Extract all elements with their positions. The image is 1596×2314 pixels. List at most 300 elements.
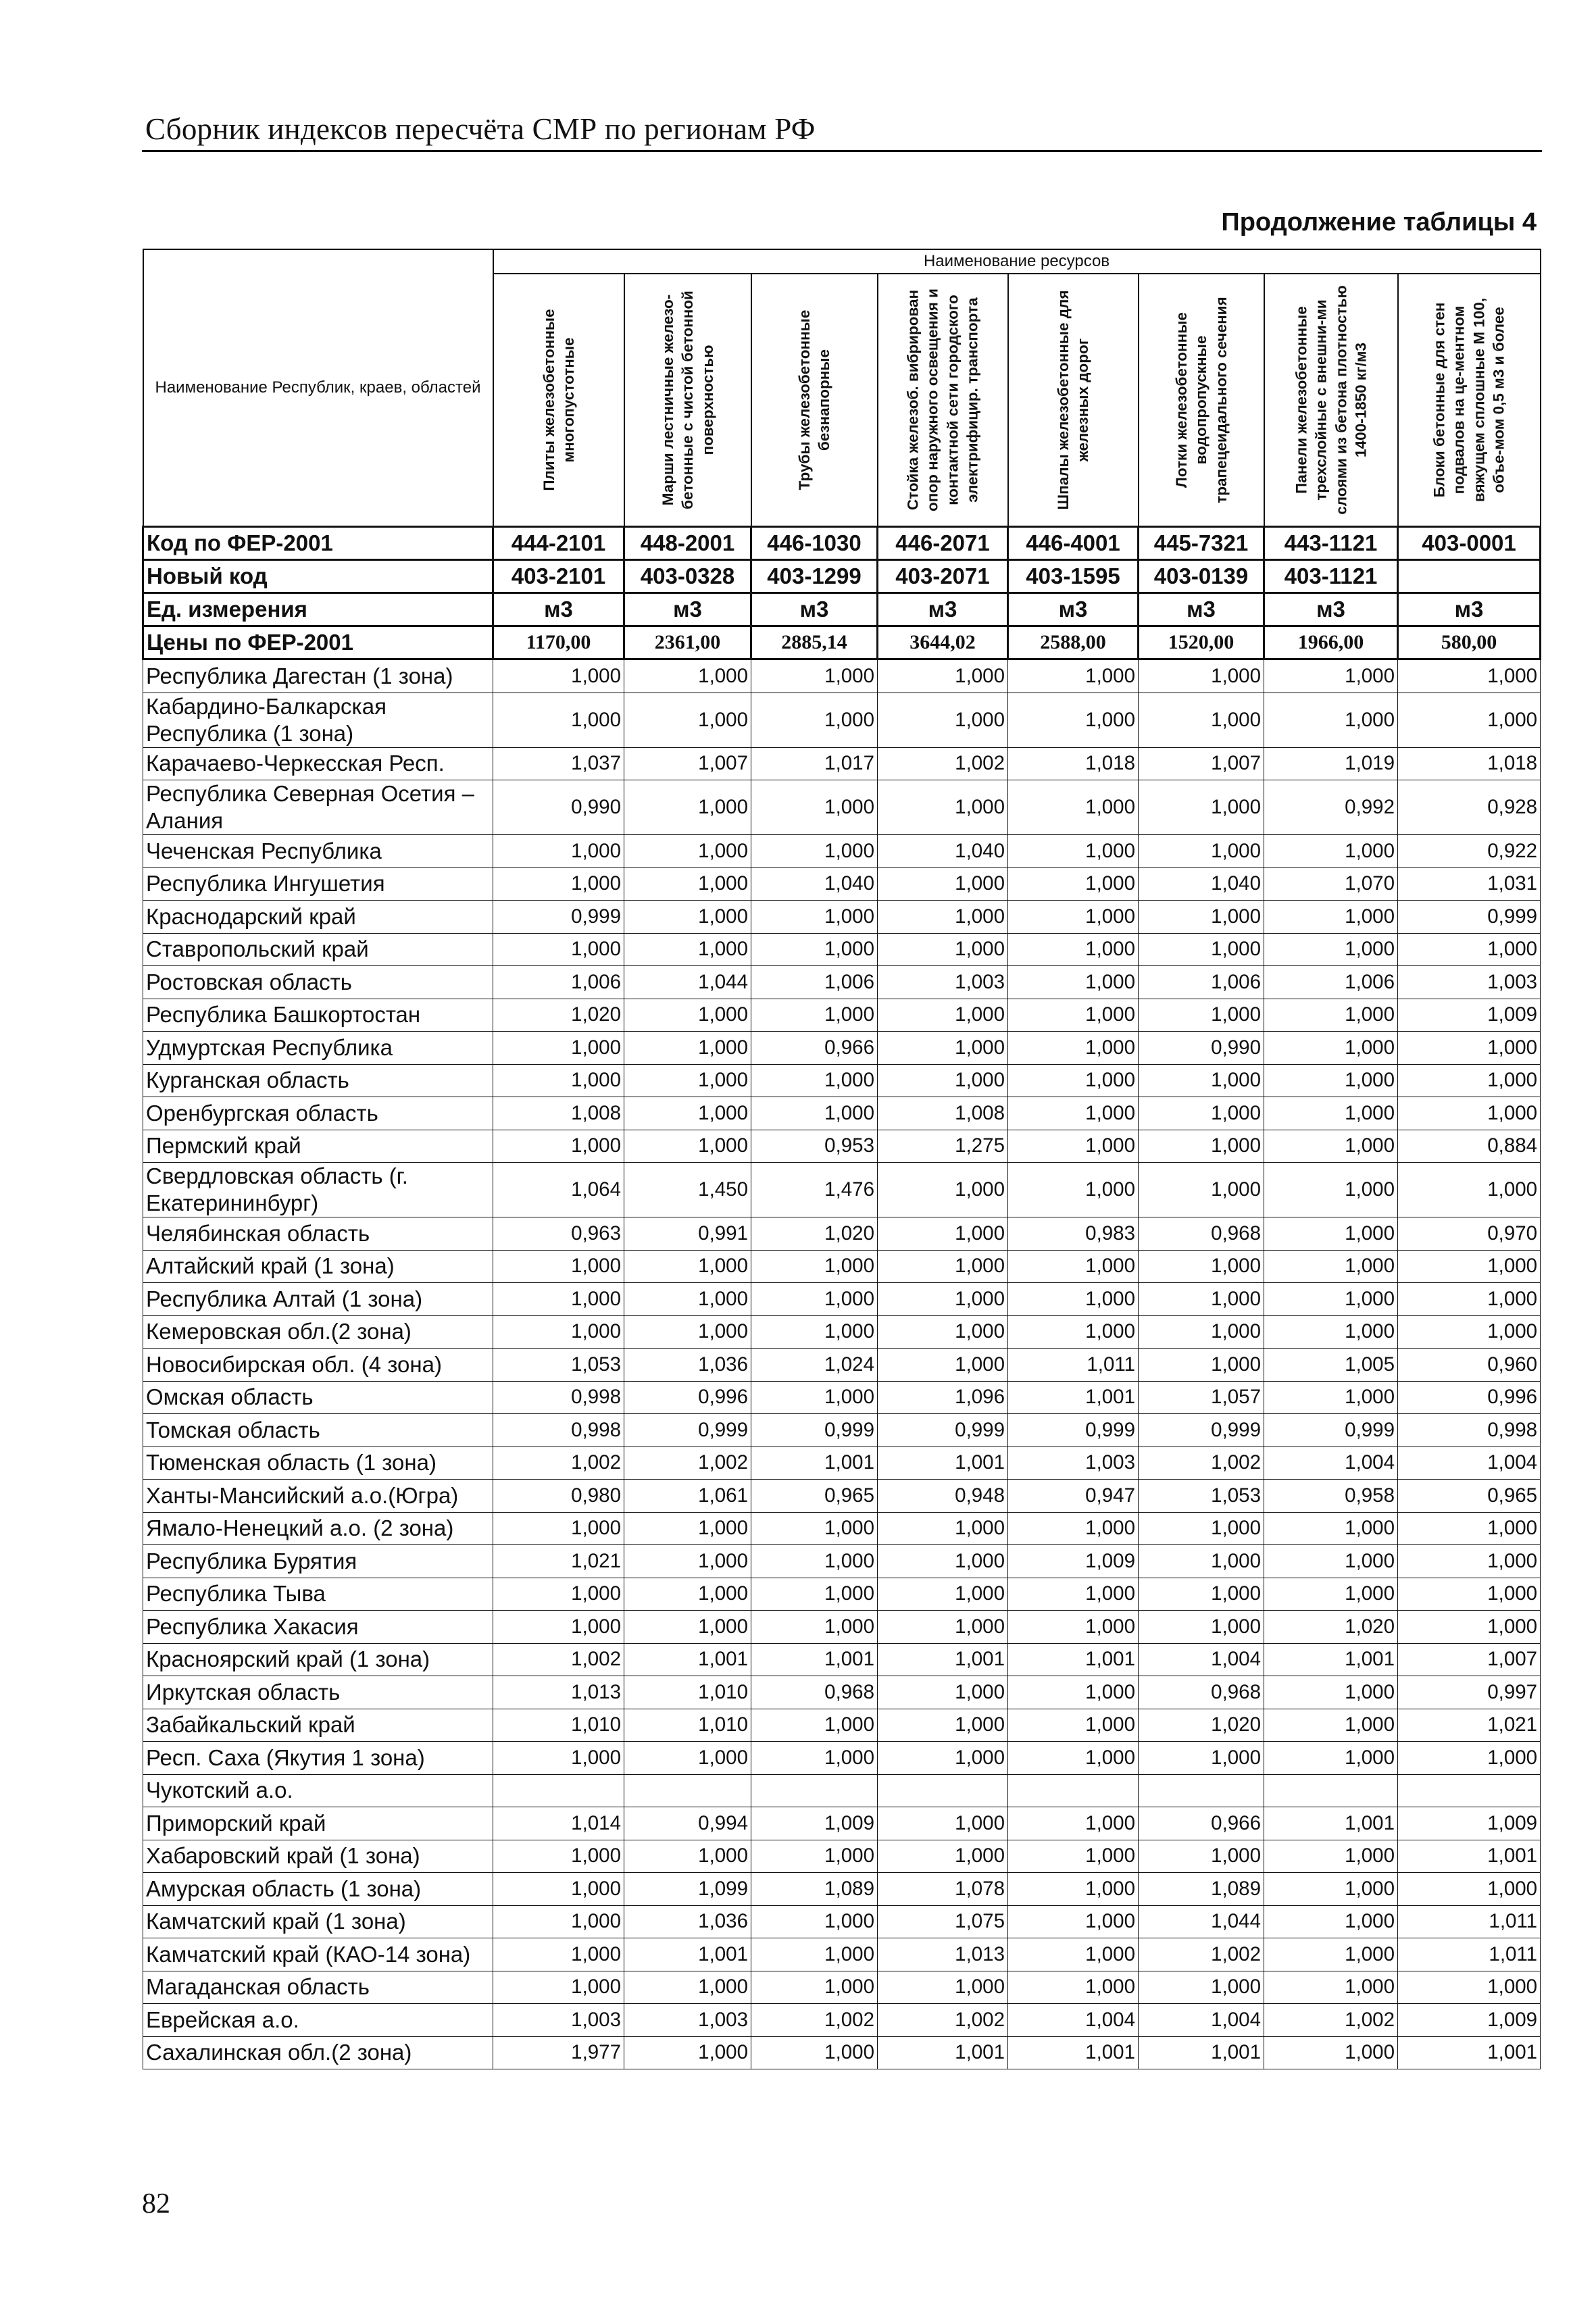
- index-value-cell: 1,000: [493, 1611, 624, 1644]
- index-value-cell: 1,000: [624, 1032, 751, 1065]
- index-value-cell: 1,004: [1264, 1447, 1398, 1480]
- index-value-cell: 1,977: [493, 2036, 624, 2069]
- index-value-cell: 1,000: [1398, 1873, 1541, 1906]
- index-value-cell: 1,000: [624, 1545, 751, 1578]
- unit-cell: м3: [493, 593, 624, 626]
- index-value-cell: 1,000: [1139, 999, 1264, 1032]
- index-value-cell: 0,996: [624, 1381, 751, 1414]
- index-value-cell: 1,000: [1008, 1873, 1139, 1906]
- index-value-cell: 0,922: [1398, 835, 1541, 868]
- table-row: [143, 835, 1541, 868]
- index-value-cell: 1,000: [878, 999, 1008, 1032]
- code-fer-label: Код по ФЕР-2001: [143, 527, 493, 560]
- index-value-cell: 0,997: [1398, 1676, 1541, 1709]
- index-value-cell: 1,000: [1264, 1938, 1398, 1971]
- index-value-cell: 1,000: [751, 1283, 878, 1316]
- code-fer-cell: 446-1030: [751, 527, 878, 560]
- table-body: [143, 527, 1541, 2069]
- index-value-cell: 1,011: [1008, 1349, 1139, 1382]
- region-name-cell: Камчатский край (КАО-14 зона): [143, 1938, 493, 1971]
- region-name-cell: Красноярский край (1 зона): [143, 1643, 493, 1676]
- index-value-cell: 1,000: [878, 867, 1008, 901]
- index-value-cell: 1,000: [624, 835, 751, 868]
- index-value-cell: 1,004: [1008, 2004, 1139, 2037]
- region-name-cell: Иркутская область: [143, 1676, 493, 1709]
- table-row: [143, 1545, 1541, 1578]
- price-cell: 1966,00: [1264, 626, 1398, 659]
- table-row: [143, 1217, 1541, 1251]
- index-value-cell: 1,000: [1008, 1064, 1139, 1097]
- index-value-cell: 1,007: [1398, 1643, 1541, 1676]
- index-value-cell: 1,000: [1139, 1130, 1264, 1163]
- index-value-cell: 1,000: [1008, 1578, 1139, 1611]
- table-row: [143, 1774, 1541, 1807]
- table-continuation-label: Продолжение таблицы 4: [1221, 208, 1537, 236]
- index-value-cell: 1,000: [878, 1032, 1008, 1065]
- index-value-cell: 1,000: [1264, 1709, 1398, 1742]
- resource-column-label: Плиты железобетонные многопустотные: [540, 309, 577, 491]
- index-value-cell: 1,004: [1398, 1447, 1541, 1480]
- index-value-cell: 1,021: [493, 1545, 624, 1578]
- index-value-cell: 1,000: [1008, 1938, 1139, 1971]
- price-label: Цены по ФЕР-2001: [143, 626, 493, 659]
- index-value-cell: 1,061: [624, 1480, 751, 1513]
- price-cell: 2361,00: [624, 626, 751, 659]
- index-value-cell: 1,000: [624, 999, 751, 1032]
- index-value-cell: 1,000: [1008, 1611, 1139, 1644]
- index-value-cell: 1,000: [1139, 1545, 1264, 1578]
- table-row: [143, 1414, 1541, 1447]
- index-value-cell: 1,002: [493, 1447, 624, 1480]
- index-value-cell: 0,999: [1264, 1414, 1398, 1447]
- index-value-cell: 1,000: [624, 1578, 751, 1611]
- index-value-cell: 1,000: [878, 1742, 1008, 1775]
- index-value-cell: 1,000: [1264, 1545, 1398, 1578]
- table-row: [143, 1578, 1541, 1611]
- index-value-cell: 1,000: [751, 2036, 878, 2069]
- index-value-cell: 1,000: [751, 1709, 878, 1742]
- table-row: [143, 999, 1541, 1032]
- index-value-cell: 1,003: [1008, 1447, 1139, 1480]
- index-value-cell: 0,998: [493, 1381, 624, 1414]
- index-value-cell: 1,002: [1139, 1447, 1264, 1480]
- index-value-cell: 1,000: [624, 1971, 751, 2004]
- index-value-cell: 1,001: [878, 2036, 1008, 2069]
- index-value-cell: 1,000: [1398, 659, 1541, 693]
- index-value-cell: 1,000: [1398, 1250, 1541, 1283]
- index-value-cell: 1,011: [1398, 1905, 1541, 1938]
- index-table: [142, 249, 1541, 2069]
- table-row: [143, 1315, 1541, 1349]
- region-name-cell: Приморский край: [143, 1807, 493, 1840]
- index-value-cell: 1,001: [1264, 1643, 1398, 1676]
- index-value-cell: 1,000: [1398, 1163, 1541, 1217]
- index-value-cell: 1,002: [1264, 2004, 1398, 2037]
- index-value-cell: 1,000: [1398, 1512, 1541, 1545]
- index-value-cell: 1,000: [1139, 1163, 1264, 1217]
- table-row: [143, 747, 1541, 780]
- resource-column-label: Марши лестничные железо-бетонные с чистой бетонной поверхностью: [659, 291, 716, 509]
- unit-cell: м3: [1398, 593, 1541, 626]
- index-value-cell: 1,000: [878, 901, 1008, 934]
- index-value-cell: 1,000: [751, 1840, 878, 1873]
- index-value-cell: 1,001: [1008, 1381, 1139, 1414]
- index-value-cell: 0,965: [1398, 1480, 1541, 1513]
- index-value-cell: 1,001: [624, 1938, 751, 1971]
- index-value-cell: 1,000: [493, 1283, 624, 1316]
- table-row: [143, 1611, 1541, 1644]
- index-value-cell: 1,000: [1264, 1130, 1398, 1163]
- table-row: [143, 1250, 1541, 1283]
- index-value-cell: 1,000: [624, 1283, 751, 1316]
- new-code-cell: 403-2071: [878, 560, 1008, 593]
- index-value-cell: 1,020: [493, 999, 624, 1032]
- region-name-cell: Сахалинская обл.(2 зона): [143, 2036, 493, 2069]
- index-value-cell: 1,000: [624, 1611, 751, 1644]
- index-value-cell: 1,000: [1008, 780, 1139, 835]
- region-name-cell: Республика Северная Осетия – Алания: [143, 780, 493, 835]
- index-value-cell: 1,000: [878, 1315, 1008, 1349]
- index-value-cell: 1,000: [1264, 901, 1398, 934]
- region-name-cell: Республика Ингушетия: [143, 867, 493, 901]
- index-value-cell: 1,000: [1139, 1971, 1264, 2004]
- index-value-cell: 1,000: [751, 780, 878, 835]
- index-value-cell: 1,000: [1008, 1163, 1139, 1217]
- index-value-cell: 0,884: [1398, 1130, 1541, 1163]
- index-value-cell: 1,000: [1139, 1512, 1264, 1545]
- region-name-cell: Хабаровский край (1 зона): [143, 1840, 493, 1873]
- index-value-cell: 1,000: [751, 1971, 878, 2004]
- index-value-cell: 1,010: [624, 1709, 751, 1742]
- index-value-cell: 1,002: [751, 2004, 878, 2037]
- index-value-cell: 1,020: [1139, 1709, 1264, 1742]
- table-row: [143, 1512, 1541, 1545]
- index-value-cell: 1,000: [1008, 1250, 1139, 1283]
- table-row: [143, 1873, 1541, 1906]
- index-value-cell: 1,018: [1008, 747, 1139, 780]
- index-value-cell: 1,000: [1398, 933, 1541, 966]
- table-row: [143, 1480, 1541, 1513]
- region-name-cell: Республика Башкортостан: [143, 999, 493, 1032]
- region-name-cell: Оренбургская область: [143, 1097, 493, 1130]
- table-row: [143, 693, 1541, 747]
- index-value-cell: 1,070: [1264, 867, 1398, 901]
- index-value-cell: 1,000: [878, 1217, 1008, 1251]
- index-value-cell: 1,450: [624, 1163, 751, 1217]
- table-row: [143, 1381, 1541, 1414]
- index-value-cell: 1,006: [751, 966, 878, 999]
- index-value-cell: 1,009: [1008, 1545, 1139, 1578]
- index-value-cell: 1,000: [1008, 1130, 1139, 1163]
- price-cell: 580,00: [1398, 626, 1541, 659]
- index-value-cell: 1,000: [1139, 835, 1264, 868]
- index-value-cell: 1,000: [1139, 1840, 1264, 1873]
- index-value-cell: 1,000: [1398, 1545, 1541, 1578]
- region-name-cell: Курганская область: [143, 1064, 493, 1097]
- index-value-cell: 1,000: [1008, 867, 1139, 901]
- index-value-cell: 1,002: [493, 1643, 624, 1676]
- index-value-cell: 1,000: [624, 901, 751, 934]
- price-cell: 1170,00: [493, 626, 624, 659]
- index-value-cell: 1,000: [493, 1130, 624, 1163]
- index-value-cell: 1,019: [1264, 747, 1398, 780]
- index-value-cell: 1,010: [493, 1709, 624, 1742]
- index-value-cell: 1,000: [1008, 1709, 1139, 1742]
- index-value-cell: 1,003: [1398, 966, 1541, 999]
- unit-cell: м3: [751, 593, 878, 626]
- index-value-cell: 0,966: [751, 1032, 878, 1065]
- index-value-cell: 1,000: [493, 1250, 624, 1283]
- resource-column-label: Панели железобетонные трехслойные с внешни-ми слоями из бетона плотностью 1400-1850 кг/м3: [1293, 285, 1369, 515]
- index-value-cell: [1264, 1774, 1398, 1807]
- index-value-cell: 1,057: [1139, 1381, 1264, 1414]
- index-value-cell: 1,000: [1008, 1097, 1139, 1130]
- region-name-cell: Челябинская область: [143, 1217, 493, 1251]
- index-value-cell: 1,096: [878, 1381, 1008, 1414]
- index-value-cell: 1,010: [624, 1676, 751, 1709]
- index-value-cell: 1,002: [878, 747, 1008, 780]
- index-value-cell: 0,980: [493, 1480, 624, 1513]
- index-value-cell: 0,999: [751, 1414, 878, 1447]
- resource-column-header: [624, 274, 751, 527]
- index-value-cell: 1,000: [1264, 1381, 1398, 1414]
- page-header-title: Сборник индексов пересчёта СМР по регионам РФ: [145, 112, 816, 146]
- index-value-cell: 1,000: [493, 1971, 624, 2004]
- code-fer-row: [143, 527, 1541, 560]
- index-value-cell: 1,037: [493, 747, 624, 780]
- table-row: [143, 1643, 1541, 1676]
- index-value-cell: 1,000: [624, 867, 751, 901]
- index-value-cell: 1,000: [1264, 1578, 1398, 1611]
- unit-cell: м3: [624, 593, 751, 626]
- index-value-cell: 1,040: [878, 835, 1008, 868]
- index-value-cell: [624, 1774, 751, 1807]
- index-value-cell: 1,000: [493, 693, 624, 747]
- index-value-cell: 1,000: [1008, 1807, 1139, 1840]
- index-value-cell: 1,000: [1139, 780, 1264, 835]
- index-value-cell: 1,000: [1398, 1742, 1541, 1775]
- index-value-cell: 1,000: [493, 933, 624, 966]
- region-name-cell: Камчатский край (1 зона): [143, 1905, 493, 1938]
- index-value-cell: 1,000: [751, 1611, 878, 1644]
- price-cell: 3644,02: [878, 626, 1008, 659]
- index-value-cell: 1,099: [624, 1873, 751, 1906]
- table-row: [143, 867, 1541, 901]
- index-value-cell: 1,000: [1008, 1283, 1139, 1316]
- index-value-cell: 1,000: [751, 1064, 878, 1097]
- index-value-cell: 1,000: [1264, 1250, 1398, 1283]
- resource-column-label: Блоки бетонные для стен подвалов на це-ментном вяжущем сплошные М 100, объе-мом 0,5 м3 и более: [1430, 297, 1507, 503]
- index-value-cell: 1,000: [878, 1709, 1008, 1742]
- index-value-cell: 1,000: [1264, 933, 1398, 966]
- index-value-cell: 1,000: [1008, 966, 1139, 999]
- index-value-cell: 1,005: [1264, 1349, 1398, 1382]
- index-value-cell: 1,000: [493, 1938, 624, 1971]
- new-code-cell: [1398, 560, 1541, 593]
- resource-column-header: [493, 274, 624, 527]
- table-row: [143, 2036, 1541, 2069]
- index-value-cell: 1,000: [878, 1545, 1008, 1578]
- index-value-cell: 1,089: [1139, 1873, 1264, 1906]
- index-value-cell: 1,000: [1264, 1512, 1398, 1545]
- index-value-cell: 0,990: [493, 780, 624, 835]
- index-value-cell: 1,000: [1139, 693, 1264, 747]
- index-value-cell: [493, 1774, 624, 1807]
- table-row: [143, 1130, 1541, 1163]
- index-value-cell: 1,000: [1008, 1905, 1139, 1938]
- index-value-cell: 1,000: [1008, 1742, 1139, 1775]
- index-value-cell: 1,000: [1398, 693, 1541, 747]
- index-value-cell: 1,000: [878, 693, 1008, 747]
- index-value-cell: 1,004: [1139, 1643, 1264, 1676]
- index-value-cell: 1,000: [878, 1349, 1008, 1382]
- index-value-cell: 1,000: [1398, 1578, 1541, 1611]
- table-row: [143, 1905, 1541, 1938]
- index-value-cell: 1,000: [878, 1512, 1008, 1545]
- index-value-cell: 1,000: [493, 659, 624, 693]
- index-value-cell: 1,000: [1264, 1283, 1398, 1316]
- index-value-cell: 1,000: [624, 1512, 751, 1545]
- index-value-cell: 1,000: [1264, 999, 1398, 1032]
- index-value-cell: 0,963: [493, 1217, 624, 1251]
- index-value-cell: 1,000: [751, 1938, 878, 1971]
- unit-cell: м3: [1264, 593, 1398, 626]
- index-value-cell: 1,001: [1264, 1807, 1398, 1840]
- region-name-cell: Новосибирская обл. (4 зона): [143, 1349, 493, 1382]
- table-row: [143, 1064, 1541, 1097]
- index-value-cell: 1,000: [1264, 693, 1398, 747]
- index-value-cell: 1,000: [493, 1512, 624, 1545]
- index-value-cell: 1,000: [1008, 1512, 1139, 1545]
- index-value-cell: 1,009: [1398, 1807, 1541, 1840]
- region-name-cell: Пермский край: [143, 1130, 493, 1163]
- region-name-cell: Омская область: [143, 1381, 493, 1414]
- index-value-cell: 0,948: [878, 1480, 1008, 1513]
- table-row: [143, 2004, 1541, 2037]
- index-value-cell: 0,999: [624, 1414, 751, 1447]
- region-name-cell: Республика Хакасия: [143, 1611, 493, 1644]
- table-row: [143, 1709, 1541, 1742]
- index-value-cell: 1,000: [1398, 1315, 1541, 1349]
- index-value-cell: 1,000: [1008, 1971, 1139, 2004]
- new-code-label: Новый код: [143, 560, 493, 593]
- code-fer-cell: 403-0001: [1398, 527, 1541, 560]
- index-value-cell: 1,000: [1264, 1742, 1398, 1775]
- region-name-cell: Ставропольский край: [143, 933, 493, 966]
- index-value-cell: 1,000: [878, 1807, 1008, 1840]
- new-code-row: [143, 560, 1541, 593]
- table-row: [143, 1447, 1541, 1480]
- index-value-cell: 1,000: [878, 1611, 1008, 1644]
- index-table-wrapper: [142, 249, 1539, 2069]
- resource-column-header: [1139, 274, 1264, 527]
- index-value-cell: 1,000: [751, 659, 878, 693]
- index-value-cell: 1,009: [1398, 999, 1541, 1032]
- index-value-cell: 1,000: [751, 999, 878, 1032]
- unit-cell: м3: [878, 593, 1008, 626]
- code-fer-cell: 446-2071: [878, 527, 1008, 560]
- index-value-cell: 0,999: [1008, 1414, 1139, 1447]
- index-value-cell: 1,000: [1398, 1971, 1541, 2004]
- index-value-cell: 1,000: [624, 1742, 751, 1775]
- index-value-cell: 0,960: [1398, 1349, 1541, 1382]
- index-value-cell: 0,965: [751, 1480, 878, 1513]
- index-value-cell: 1,000: [1139, 1064, 1264, 1097]
- index-value-cell: 1,001: [1008, 2036, 1139, 2069]
- index-value-cell: 1,000: [1008, 693, 1139, 747]
- index-value-cell: 0,947: [1008, 1480, 1139, 1513]
- index-value-cell: 1,008: [878, 1097, 1008, 1130]
- index-value-cell: 1,000: [1398, 1283, 1541, 1316]
- code-fer-cell: 446-4001: [1008, 527, 1139, 560]
- index-value-cell: 1,001: [751, 1447, 878, 1480]
- index-value-cell: 1,006: [1264, 966, 1398, 999]
- index-value-cell: 1,000: [1008, 1032, 1139, 1065]
- index-value-cell: 1,040: [751, 867, 878, 901]
- price-cell: 2885,14: [751, 626, 878, 659]
- index-value-cell: 1,064: [493, 1163, 624, 1217]
- index-value-cell: 0,991: [624, 1217, 751, 1251]
- index-value-cell: 1,004: [1139, 2004, 1264, 2037]
- index-value-cell: 1,006: [1139, 966, 1264, 999]
- region-name-cell: Томская область: [143, 1414, 493, 1447]
- region-name-cell: Республика Дагестан (1 зона): [143, 659, 493, 693]
- region-name-cell: Ханты-Мансийский а.о.(Югра): [143, 1480, 493, 1513]
- index-value-cell: 1,000: [1139, 1315, 1264, 1349]
- index-value-cell: 1,000: [751, 1512, 878, 1545]
- region-name-cell: Карачаево-Черкесская Респ.: [143, 747, 493, 780]
- region-column-header: Наименование Республик, краев, областей: [143, 249, 493, 527]
- unit-row: [143, 593, 1541, 626]
- index-value-cell: 1,003: [493, 2004, 624, 2037]
- index-value-cell: 1,000: [493, 1578, 624, 1611]
- table-row: [143, 1097, 1541, 1130]
- index-value-cell: 1,000: [1264, 1840, 1398, 1873]
- index-value-cell: 0,968: [751, 1676, 878, 1709]
- index-value-cell: 1,000: [624, 1097, 751, 1130]
- index-value-cell: 1,000: [1008, 835, 1139, 868]
- index-value-cell: 1,018: [1398, 747, 1541, 780]
- index-value-cell: 1,000: [624, 933, 751, 966]
- index-value-cell: 1,000: [1139, 933, 1264, 966]
- index-value-cell: 1,000: [1264, 2036, 1398, 2069]
- table-row: [143, 1840, 1541, 1873]
- resource-column-label: Шпалы железобетонные для железных дорог: [1054, 290, 1091, 510]
- index-value-cell: 1,000: [624, 780, 751, 835]
- index-value-cell: 1,044: [1139, 1905, 1264, 1938]
- index-value-cell: 1,000: [624, 693, 751, 747]
- new-code-cell: 403-1299: [751, 560, 878, 593]
- region-name-cell: Ростовская область: [143, 966, 493, 999]
- index-value-cell: 1,000: [878, 1971, 1008, 2004]
- index-value-cell: 1,000: [1398, 1611, 1541, 1644]
- resource-column-label: Трубы железобетонные безнапорные: [795, 309, 832, 491]
- index-value-cell: 1,000: [624, 1250, 751, 1283]
- index-value-cell: 0,999: [1398, 901, 1541, 934]
- index-value-cell: 0,953: [751, 1130, 878, 1163]
- index-value-cell: 0,999: [878, 1414, 1008, 1447]
- unit-label: Ед. измерения: [143, 593, 493, 626]
- index-value-cell: 1,000: [493, 867, 624, 901]
- index-value-cell: 1,000: [751, 1905, 878, 1938]
- index-value-cell: 1,000: [1264, 1315, 1398, 1349]
- price-row: [143, 626, 1541, 659]
- index-value-cell: 1,000: [1139, 659, 1264, 693]
- index-value-cell: 1,000: [751, 1545, 878, 1578]
- index-value-cell: 1,000: [493, 1032, 624, 1065]
- index-value-cell: 0,998: [1398, 1414, 1541, 1447]
- index-value-cell: 1,000: [878, 659, 1008, 693]
